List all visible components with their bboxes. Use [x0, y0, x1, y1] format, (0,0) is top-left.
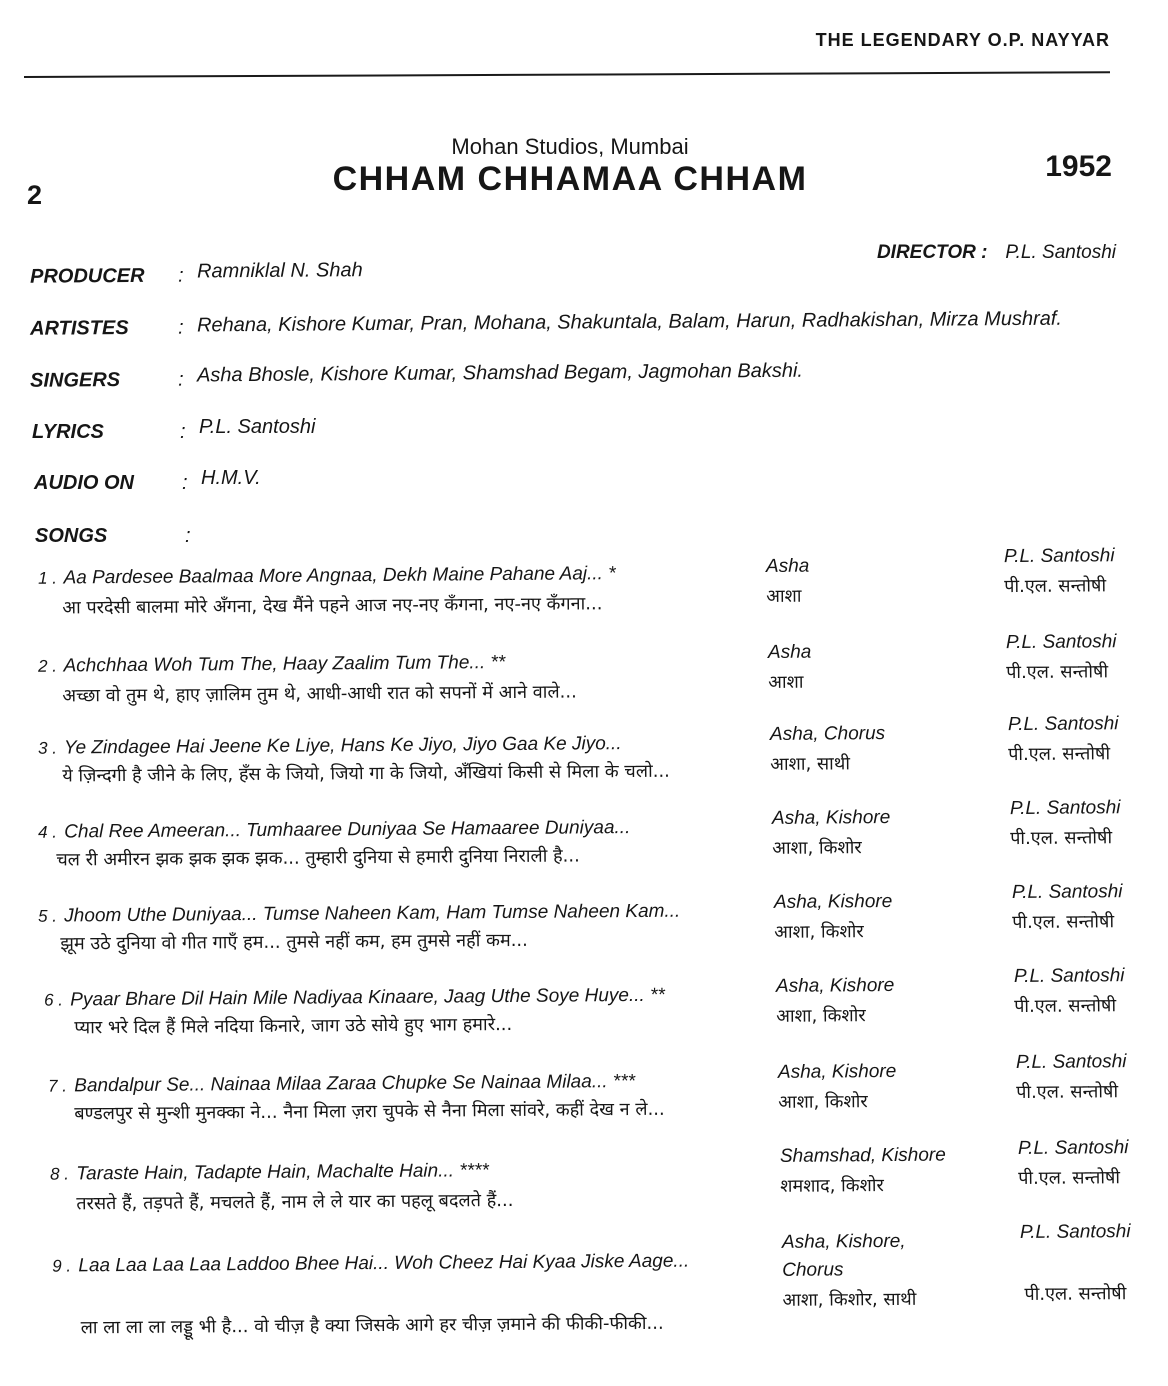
info-colon: : — [180, 421, 186, 443]
song-title — [48, 1071, 635, 1098]
singer-hindi: शमशाद, किशोर — [780, 1175, 884, 1197]
info-value: Asha Bhosle, Kishore Kumar, Shamshad Begam, Jagmohan Bakshi. — [196, 359, 804, 387]
info-value: Ramniklal N. Shah — [196, 259, 363, 283]
song-title — [38, 817, 630, 844]
song-number: 4 . — [38, 822, 58, 842]
lyricist-english: P.L. Santoshi — [1003, 545, 1115, 568]
song-title — [38, 901, 680, 928]
song-number: 2 . — [38, 656, 58, 676]
info-label: LYRICS — [32, 421, 104, 443]
info-label: ARTISTES — [29, 316, 129, 340]
song-hindi-title: ला ला ला ला लड्डू भी है... वो चीज़ है क्या जिसके आगे हर चीज़ ज़माने की फीकी-फीकी... — [80, 1312, 664, 1339]
singer-hindi: आशा, किशोर — [776, 1005, 866, 1027]
header-rule — [24, 71, 1110, 78]
lyricist-english: P.L. Santoshi — [1005, 631, 1117, 654]
song-title-text: Taraste Hain, Tadapte Hain, Machalte Hain... **** — [76, 1160, 489, 1185]
info-colon: : — [177, 316, 184, 339]
song-item — [0, 797, 1168, 871]
lyricist-english: P.L. Santoshi — [1007, 713, 1119, 736]
song-title — [44, 985, 665, 1012]
song-title-text: Chal Ree Ameeran... Tumhaaree Duniyaa Se Hamaaree Duniyaa... — [64, 817, 631, 843]
song-hindi-title: तरसते हैं, तड़पते हैं, मचलते हैं, नाम ले ले यार का पहलू बदलते हैं... — [76, 1189, 514, 1215]
info-colon: : — [177, 264, 184, 287]
singer-english: Asha, Kishore — [777, 1060, 897, 1083]
lyricist-english: P.L. Santoshi — [1011, 881, 1123, 904]
song-hindi-title: ये ज़िन्दगी है जीने के लिए, हँस के जियो, जियो गा के जियो, अँखियां किसी से मिला के चलो... — [62, 760, 670, 787]
info-colon: : — [182, 472, 188, 494]
singer-hindi: आशा — [766, 585, 802, 607]
singer-english: Asha, Kishore — [771, 807, 891, 829]
singer-hindi: आशा, किशोर — [772, 837, 862, 859]
director-value: P.L. Santoshi — [1005, 242, 1116, 263]
running-head: THE LEGENDARY O.P. NAYYAR — [815, 30, 1110, 50]
song-title — [52, 1251, 689, 1278]
song-item — [0, 881, 1168, 955]
singer-hindi: आशा, किशोर — [778, 1091, 868, 1113]
song-title — [38, 733, 622, 760]
song-hindi-title: चल री अमीरन झक झक झक झक... तुम्हारी दुनिया से हमारी दुनिया निराली है... — [56, 845, 580, 871]
song-item — [0, 1051, 1168, 1125]
info-label: PRODUCER — [29, 264, 145, 288]
lyricist-hindi: पी.एल. सन्तोषी — [1016, 1081, 1119, 1104]
song-item — [0, 1221, 1168, 1339]
lyricist-hindi: पी.एल. सन्तोषी — [1008, 743, 1111, 766]
director-label: DIRECTOR : — [876, 242, 988, 263]
singer-hindi: आशा, किशोर — [774, 921, 864, 943]
song-title — [38, 652, 505, 678]
lyricist-hindi: पी.एल. सन्तोषी — [1004, 575, 1107, 598]
lyricist-english: P.L. Santoshi — [1015, 1051, 1127, 1074]
song-title-text: Ye Zindagee Hai Jeene Ke Liye, Hans Ke Jiyo, Jiyo Gaa Ke Jiyo... — [63, 733, 622, 759]
song-number: 6 . — [44, 990, 64, 1010]
info-label: SINGERS — [29, 369, 121, 392]
info-value: Rehana, Kishore Kumar, Pran, Mohana, Shakuntala, Balam, Harun, Radhakishan, Mirza Mushraf. — [196, 307, 1063, 337]
singer-english: Asha — [767, 641, 812, 663]
song-title-text: Bandalpur Se... Nainaa Milaa Zaraa Chupke Se Nainaa Milaa... *** — [74, 1071, 636, 1097]
singer-hindi: आशा — [768, 671, 804, 693]
singer-hindi: आशा, साथी — [770, 753, 851, 775]
song-hindi-title: झूम उठे दुनिया वो गीत गाएँ हम... तुमसे नहीं कम, हम तुमसे नहीं कम... — [60, 929, 528, 955]
song-title — [38, 563, 616, 590]
singer-english: Shamshad, Kishore — [779, 1144, 946, 1167]
song-number: 1 . — [38, 568, 58, 588]
film-title: CHHAM CHHAMAA CHHAM — [332, 160, 808, 198]
lyricist-hindi: पी.एल. सन्तोषी — [1006, 661, 1109, 684]
info-value: H.M.V. — [201, 467, 261, 489]
info-row-singers — [0, 359, 1168, 392]
lyricist-english: P.L. Santoshi — [1009, 797, 1121, 820]
studio-name: Mohan Studios, Mumbai — [451, 134, 689, 159]
song-item — [0, 545, 1168, 619]
lyricist-hindi: पी.एल. सन्तोषी — [1012, 911, 1115, 934]
info-value: P.L. Santoshi — [199, 416, 316, 438]
song-title — [50, 1160, 489, 1185]
director-line — [877, 242, 1116, 264]
singer-english: Asha, Chorus — [769, 723, 886, 745]
song-title-text: Aa Pardesee Baalmaa More Angnaa, Dekh Maine Pahane Aaj... * — [63, 563, 616, 589]
song-number: 8 . — [50, 1164, 70, 1184]
song-hindi-title: बण्डलपुर से मुन्शी मुनक्का ने... नैना मिला ज़रा चुपके से नैना मिला सांवरे, कहीं देख न ले... — [74, 1098, 665, 1125]
song-number: 3 . — [38, 738, 58, 758]
info-colon: : — [185, 525, 191, 547]
page-number: 2 — [27, 180, 43, 210]
singer-english: Asha, Kishore, — [781, 1230, 906, 1253]
lyricist-hindi: पी.एल. सन्तोषी — [1024, 1283, 1127, 1305]
song-item — [0, 631, 1168, 707]
lyricist-english: P.L. Santoshi — [1013, 965, 1125, 988]
singer-english: Asha, Kishore — [773, 890, 893, 913]
release-year: 1952 — [1045, 150, 1112, 183]
singer-hindi: आशा, किशोर, साथी — [782, 1288, 917, 1311]
info-colon: : — [177, 368, 184, 391]
song-item — [0, 713, 1168, 787]
song-hindi-title: आ परदेसी बालमा मोरे अँगना, देख मैंने पहने आज नए-नए कँगना, नए-नए कँगना... — [62, 593, 603, 619]
lyricist-hindi: पी.एल. सन्तोषी — [1010, 827, 1113, 850]
singer-english-continued: Chorus — [782, 1259, 844, 1281]
song-title-text: Laa Laa Laa Laa Laddoo Bhee Hai... Woh Cheez Hai Kyaa Jiske Aage... — [78, 1250, 690, 1277]
info-label: AUDIO ON — [34, 472, 134, 494]
song-hindi-title: प्यार भरे दिल हैं मिले नदिया किनारे, जाग उठे सोये हुए भाग हमारे... — [74, 1013, 513, 1039]
lyricist-english: P.L. Santoshi — [1017, 1137, 1129, 1160]
song-number: 5 . — [38, 906, 58, 926]
singer-english: Asha, Kishore — [775, 974, 895, 997]
song-title-text: Pyaar Bhare Dil Hain Mile Nadiyaa Kinaare, Jaag Uthe Soye Huye... ** — [70, 984, 665, 1011]
song-item — [0, 965, 1168, 1039]
lyricist-english: P.L. Santoshi — [1019, 1221, 1131, 1243]
song-title-text: Jhoom Uthe Duniyaa... Tumse Naheen Kam, Ham Tumse Naheen Kam... — [64, 900, 681, 927]
lyricist-hindi: पी.एल. सन्तोषी — [1018, 1167, 1121, 1190]
song-hindi-title: अच्छा वो तुम थे, हाए ज़ालिम तुम थे, आधी-आधी रात को सपनों में आने वाले... — [62, 681, 577, 707]
song-number: 7 . — [48, 1076, 68, 1096]
singer-english: Asha — [765, 555, 810, 577]
song-item — [0, 1137, 1168, 1215]
info-row-artistes — [0, 307, 1168, 340]
lyricist-hindi: पी.एल. सन्तोषी — [1014, 995, 1117, 1018]
info-label: SONGS — [35, 525, 108, 547]
song-title-text: Achchhaa Woh Tum The, Haay Zaalim Tum The... ** — [63, 652, 506, 677]
song-number: 9 . — [52, 1256, 72, 1276]
